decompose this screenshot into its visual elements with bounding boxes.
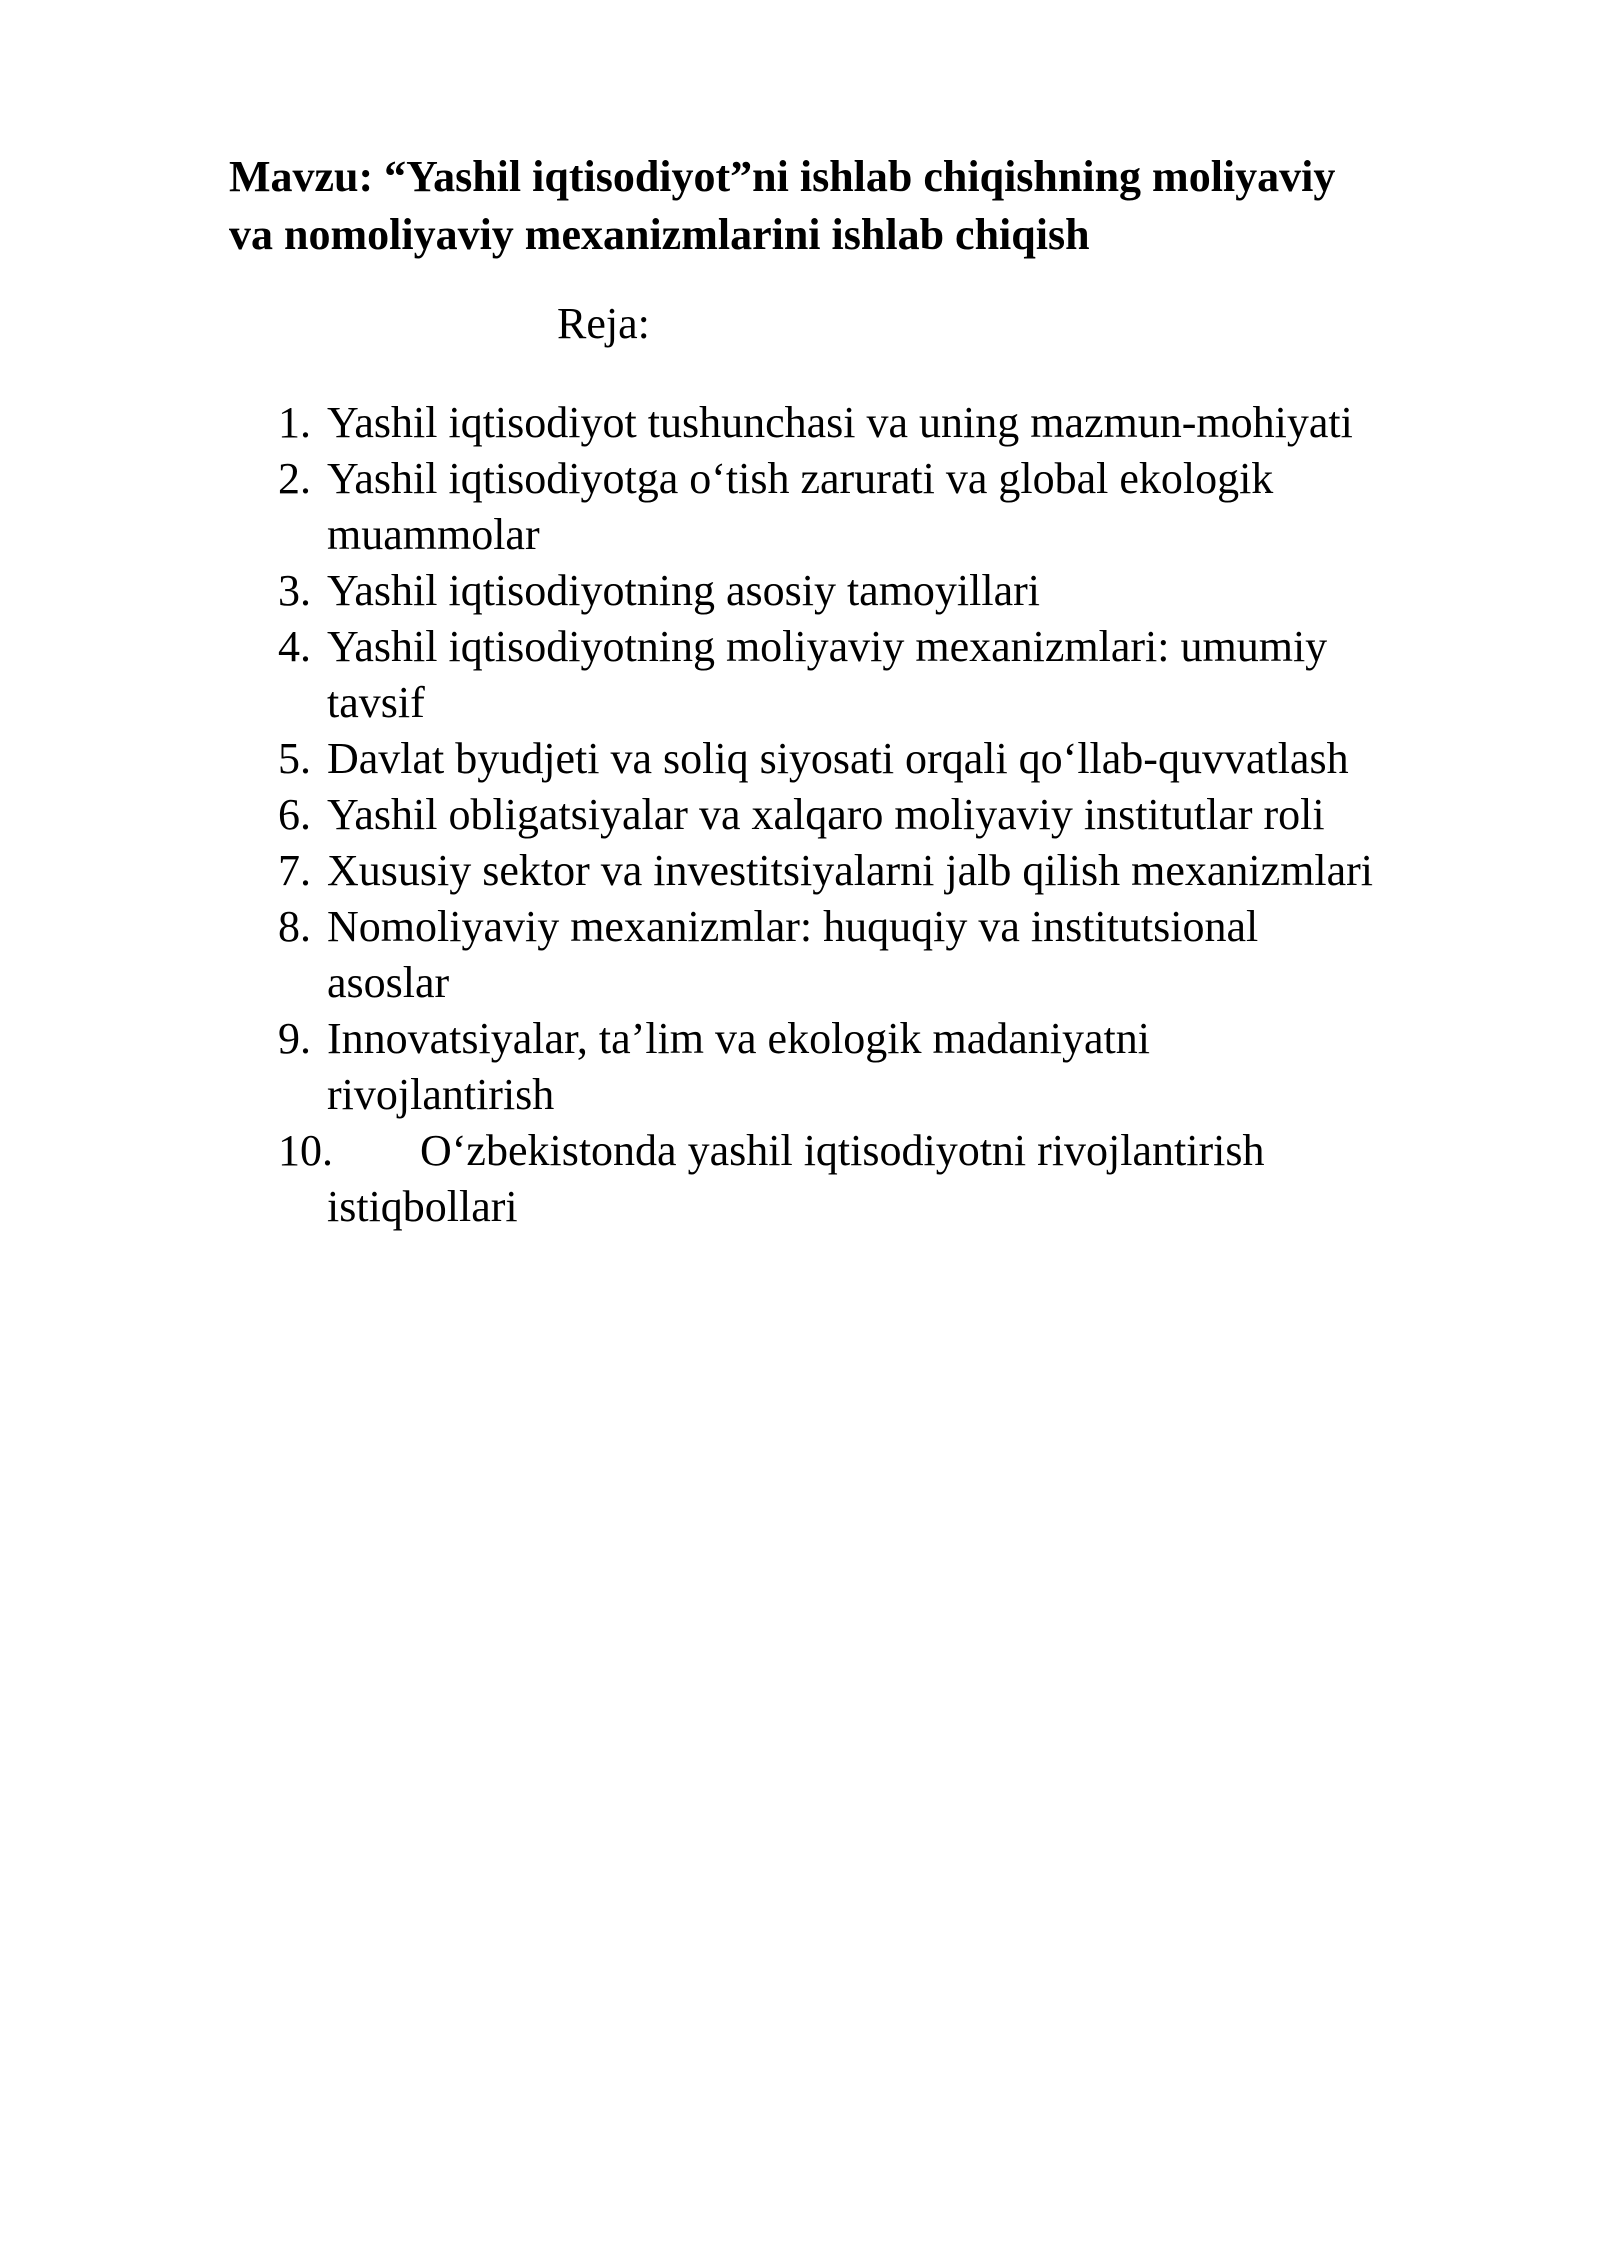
plan-item-number: 10. [278,1126,333,1175]
plan-item-text-continued: muammolar [327,510,540,559]
plan-item-text: Innovatsiyalar, ta’lim va ekologik madaniyatni [327,1014,1151,1063]
title-line-2: va nomoliyaviy mexanizmlarini ishlab chiqish [229,210,1090,259]
plan-item-4 [0,619,1600,731]
plan-item-8 [0,899,1600,1011]
plan-item-1 [0,395,1600,451]
plan-item-2 [0,451,1600,563]
plan-item-text-continued: istiqbollari [327,1182,518,1231]
plan-item-10 [0,1123,1600,1235]
plan-item-number: 9. [278,1014,311,1063]
plan-item-number: 2. [278,454,311,503]
plan-item-text-continued: asoslar [327,958,450,1007]
plan-item-text: Yashil iqtisodiyotning asosiy tamoyillari [327,566,1041,615]
plan-item-number: 6. [278,790,311,839]
plan-item-5 [0,731,1600,787]
plan-item-3 [0,563,1600,619]
plan-item-text: Xususiy sektor va investitsiyalarni jalb qilish mexanizmlari [327,846,1374,895]
plan-item-number: 3. [278,566,311,615]
title-line-1: Mavzu: “Yashil iqtisodiyot”ni ishlab chiqishning moliyaviy [229,152,1336,201]
plan-item-text: Yashil iqtisodiyotga o‘tish zarurati va global ekologik [327,454,1274,503]
plan-item-9 [0,1011,1600,1123]
plan-item-number: 5. [278,734,311,783]
document-title [229,148,1529,264]
plan-item-text: Yashil iqtisodiyotning moliyaviy mexanizmlari: umumiy [327,622,1328,671]
plan-item-number: 4. [278,622,311,671]
plan-item-6 [0,787,1600,843]
plan-item-text-continued: tavsif [327,678,425,727]
plan-item-text-continued: rivojlantirish [327,1070,555,1119]
plan-item-number: 1. [278,398,311,447]
plan-item-text: O‘zbekistonda yashil iqtisodiyotni rivojlantirish [420,1126,1265,1175]
plan-item-number: 7. [278,846,311,895]
plan-list [0,395,1600,1235]
plan-item-number: 8. [278,902,311,951]
plan-heading: Reja: [557,299,650,348]
plan-item-text: Yashil iqtisodiyot tushunchasi va uning mazmun-mohiyati [327,398,1353,447]
plan-item-text: Yashil obligatsiyalar va xalqaro moliyaviy institutlar roli [327,790,1325,839]
plan-item-text: Davlat byudjeti va soliq siyosati orqali qo‘llab-quvvatlash [327,734,1349,783]
plan-item-text: Nomoliyaviy mexanizmlar: huquqiy va institutsional [327,902,1259,951]
plan-item-7 [0,843,1600,899]
